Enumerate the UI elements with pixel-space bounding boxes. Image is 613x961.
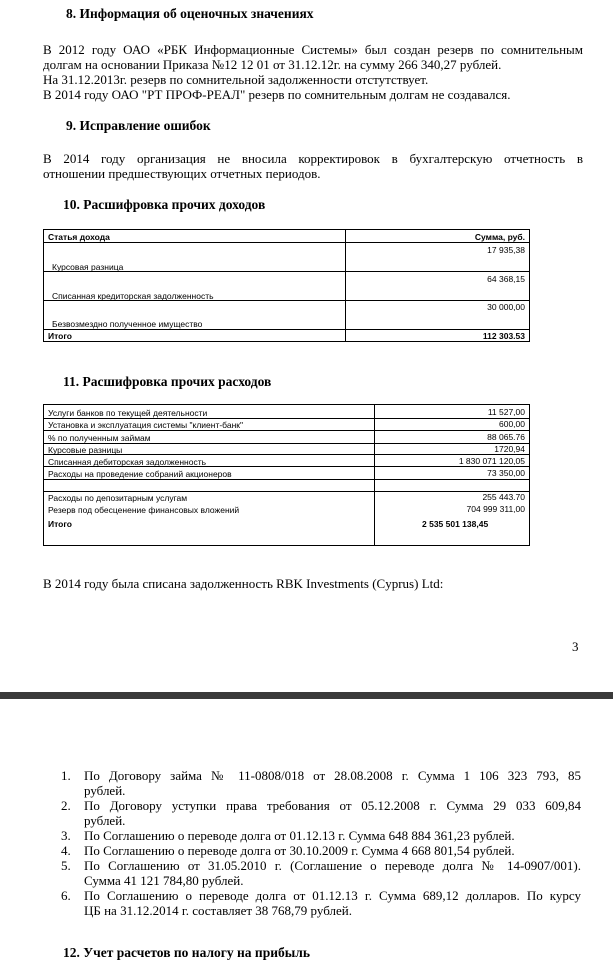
list-item xyxy=(61,843,581,858)
expense-row-value: 11 527,00 xyxy=(487,407,525,417)
section-8-line-4: В 2014 году ОАО "РТ ПРОФ-РЕАЛ" резерв по сомнительным долгам не создавался. xyxy=(43,87,511,102)
list-item-number: 1. xyxy=(61,768,71,783)
expense-row-value: 1 830 071 120,05 xyxy=(458,456,525,466)
list-item-number: 6. xyxy=(61,888,71,903)
income-row-label: Курсовая разница xyxy=(52,262,124,272)
section-12-title: 12. Учет расчетов по налогу на прибыль xyxy=(63,945,310,960)
list-item xyxy=(61,888,581,918)
expense-row-value: 255 443.70 xyxy=(482,492,525,502)
expense-row-value: 73 350,00 xyxy=(487,468,525,478)
list-item-line: По Соглашению о переводе долга от 30.10.2009 г. Сумма 4 668 801,54 рублей. xyxy=(84,843,515,858)
list-item-line: По Договору уступки права требования от 05.12.2008 г. Сумма 29 033 609,84 xyxy=(84,798,581,813)
section-9-title: 9. Исправление ошибок xyxy=(66,118,211,133)
income-table xyxy=(43,229,530,342)
income-total-label: Итого xyxy=(48,331,72,341)
section-11-title: 11. Расшифровка прочих расходов xyxy=(63,374,272,389)
section-8-title: 8. Информация об оценочных значениях xyxy=(66,6,314,21)
list-item-line: По Соглашению от 31.05.2010 г. (Соглашение о переводе долга № 14-0907/001). xyxy=(84,858,581,873)
income-col-header-item: Статья дохода xyxy=(48,232,110,242)
section-10-title: 10. Расшифровка прочих доходов xyxy=(63,197,266,212)
list-item-number: 5. xyxy=(61,858,71,873)
section-8-paragraph xyxy=(43,42,583,102)
section-8-line-3: На 31.12.2013г. резерв по сомнительной задолженности отстутствует. xyxy=(43,72,429,87)
expense-row-label: % по полученным займам xyxy=(48,433,151,443)
expense-row-label: Расходы на проведение собраний акционеров xyxy=(48,469,232,479)
expense-row-value: 1720,94 xyxy=(494,444,525,454)
expense-row-label: Услуги банков по текущей деятельности xyxy=(48,408,208,418)
list-item-line: По Соглашению о переводе долга от 01.12.13 г. Сумма 689,12 долларов. По курсу xyxy=(84,888,581,903)
list-item-line: рублей. xyxy=(84,813,126,828)
list-item-line: По Договору займа № 11-0808/018 от 28.08.2008 г. Сумма 1 106 323 793, 85 xyxy=(84,768,581,783)
list-item xyxy=(61,858,581,888)
income-total-value: 112 303.53 xyxy=(482,331,525,341)
expense-row-label: Списанная дебиторская задолженность xyxy=(48,457,207,467)
income-col-header-sum: Сумма, руб. xyxy=(474,232,525,242)
list-item xyxy=(61,828,581,843)
page-number: 3 xyxy=(572,639,579,654)
expense-row-value: 88 065.76 xyxy=(487,432,525,442)
page-break xyxy=(0,692,613,699)
income-row-value: 64 368,15 xyxy=(487,274,525,284)
section-9-paragraph xyxy=(43,151,583,181)
expense-row-value: 600,00 xyxy=(499,419,525,429)
debt-list xyxy=(61,768,581,918)
expense-row-value: 704 999 311,00 xyxy=(466,504,525,514)
expense-total-value: 2 535 501 138,45 xyxy=(422,519,489,529)
list-item-number: 3. xyxy=(61,828,71,843)
list-item xyxy=(61,798,581,828)
income-row-label: Безвозмездно полученное имущество xyxy=(52,319,203,329)
list-item-number: 2. xyxy=(61,798,71,813)
section-9-line-1: В 2014 году организация не вносила корректировок в бухгалтерскую отчетность в xyxy=(43,151,583,166)
expense-total-label: Итого xyxy=(48,519,72,529)
list-item-line: рублей. xyxy=(84,783,126,798)
expense-row-label: Установка и эксплуатация системы "клиент-банк" xyxy=(48,420,244,430)
list-item-number: 4. xyxy=(61,843,71,858)
income-row-value: 30 000,00 xyxy=(487,302,525,312)
section-9-line-2: отношении предшествующих отчетных периодов. xyxy=(43,166,321,181)
expense-row-label: Резерв под обесценение финансовых вложений xyxy=(48,505,240,515)
income-row-value: 17 935,38 xyxy=(487,245,525,255)
expense-row-label: Расходы по депозитарным услугам xyxy=(48,493,188,503)
expense-table xyxy=(43,404,530,546)
income-row-label: Списанная кредиторская задолженность xyxy=(52,291,214,301)
section-8-line-2: долгам на основании Приказа №12 12 01 от 31.12.12г. на сумму 266 340,27 рублей. xyxy=(43,57,502,72)
section-8-line-1: В 2012 году ОАО «РБК Информационные Системы» был создан резерв по сомнительным xyxy=(43,42,583,57)
list-item-line: ЦБ на 31.12.2014 г. составляет 38 768,79 рублей. xyxy=(84,903,352,918)
expense-row-label: Курсовые разницы xyxy=(48,445,123,455)
written-off-text: В 2014 году была списана задолженность RBK Investments (Cyprus) Ltd: xyxy=(43,576,444,591)
list-item-line: Сумма 41 121 784,80 рублей. xyxy=(84,873,244,888)
list-item-line: По Соглашению о переводе долга от 01.12.13 г. Сумма 648 884 361,23 рублей. xyxy=(84,828,515,843)
list-item xyxy=(61,768,581,798)
